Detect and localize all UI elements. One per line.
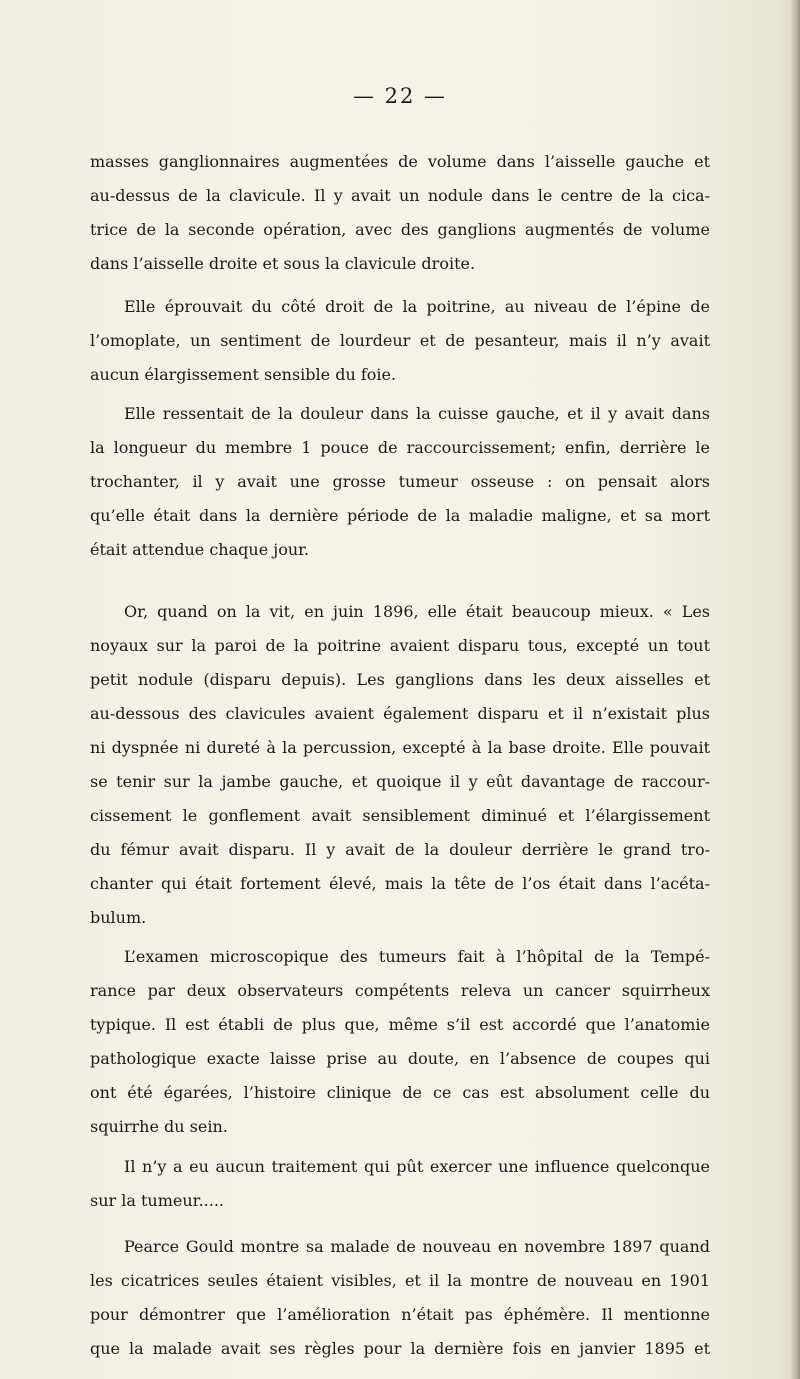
text-line: cissement le gonflement avait sensiblement diminué et l’élargissement <box>90 806 710 825</box>
text-line: était attendue chaque jour. <box>90 540 310 559</box>
text-line: aucun élargissement sensible du foie. <box>90 365 397 384</box>
text-line: squirrhe du sein. <box>90 1117 228 1136</box>
text-line: Elle ressentait de la douleur dans la cuisse gauche, et il y avait dans <box>124 404 710 423</box>
text-line: se tenir sur la jambe gauche, et quoique il y eût davantage de raccour- <box>90 772 710 791</box>
text-line: noyaux sur la paroi de la poitrine avaient disparu tous, excepté un tout <box>90 636 710 655</box>
text-line: du fémur avait disparu. Il y avait de la douleur derrière le grand tro- <box>90 840 710 859</box>
text-line: au-dessous des clavicules avaient également disparu et il n’existait plus <box>90 704 710 723</box>
text-line: rance par deux observateurs compétents releva un cancer squirrheux <box>90 981 710 1000</box>
text-line: pathologique exacte laisse prise au doute, en l’absence de coupes qui <box>90 1049 710 1068</box>
text-line: petit nodule (disparu depuis). Les ganglions dans les deux aisselles et <box>90 670 710 689</box>
text-line: Pearce Gould montre sa malade de nouveau en novembre 1897 quand <box>124 1237 710 1256</box>
text-line: typique. Il est établi de plus que, même s’il est accordé que l’anatomie <box>90 1015 710 1034</box>
page-number: — 22 — <box>352 84 448 108</box>
paragraph-7 <box>90 1230 710 1366</box>
page-edge-shadow <box>790 0 800 1379</box>
paragraph-1 <box>90 145 710 281</box>
paragraph-5 <box>90 940 710 1144</box>
text-line: les cicatrices seules étaient visibles, et il la montre de nouveau en 1901 <box>90 1271 710 1290</box>
text-line: l’omoplate, un sentiment de lourdeur et de pesanteur, mais il n’y avait <box>90 331 710 350</box>
text-line: chanter qui était fortement élevé, mais la tête de l’os était dans l’acéta- <box>90 874 710 893</box>
text-line: que la malade avait ses règles pour la dernière fois en janvier 1895 et <box>90 1339 710 1358</box>
text-line: ont été égarées, l’histoire clinique de ce cas est absolument celle du <box>90 1083 710 1102</box>
text-line: Or, quand on la vit, en juin 1896, elle était beaucoup mieux. « Les <box>124 602 710 621</box>
text-line: au-dessus de la clavicule. Il y avait un nodule dans le centre de la cica- <box>90 186 710 205</box>
paragraph-6 <box>90 1150 710 1218</box>
paragraph-4 <box>90 595 710 935</box>
paragraph-3 <box>90 397 710 567</box>
text-line: trochanter, il y avait une grosse tumeur osseuse : on pensait alors <box>90 472 710 491</box>
text-line: masses ganglionnaires augmentées de volume dans l’aisselle gauche et <box>90 152 710 171</box>
text-line: bulum. <box>90 908 147 927</box>
text-line: qu’elle était dans la dernière période de la maladie maligne, et sa mort <box>90 506 710 525</box>
text-line: dans l’aisselle droite et sous la clavicule droite. <box>90 254 476 273</box>
text-line: sur la tumeur..... <box>90 1191 224 1210</box>
paragraph-2 <box>90 290 710 392</box>
text-line: ni dyspnée ni dureté à la percussion, excepté à la base droite. Elle pouvait <box>90 738 710 757</box>
text-line: trice de la seconde opération, avec des ganglions augmentés de volume <box>90 220 710 239</box>
text-line: L’examen microscopique des tumeurs fait à l’hôpital de la Tempé- <box>124 947 710 966</box>
text-line: Il n’y a eu aucun traitement qui pût exercer une influence quelconque <box>124 1157 710 1176</box>
text-line: Elle éprouvait du côté droit de la poitrine, au niveau de l’épine de <box>124 297 710 316</box>
text-line: la longueur du membre 1 pouce de raccourcissement; enfin, derrière le <box>90 438 710 457</box>
text-line: pour démontrer que l’amélioration n’était pas éphémère. Il mentionne <box>90 1305 710 1324</box>
